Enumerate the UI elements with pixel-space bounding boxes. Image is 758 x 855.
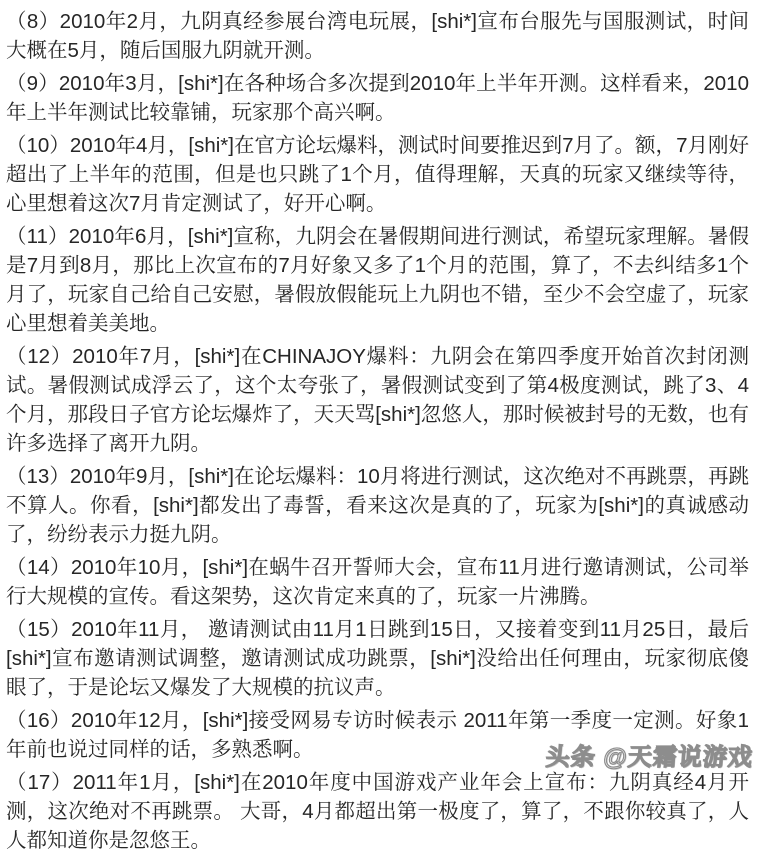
paragraph: （9）2010年3月，[shi*]在各种场合多次提到2010年上半年开测。这样看来，2010年上半年测试比较靠铺，玩家那个高兴啊。	[6, 72, 749, 124]
paragraph: （8）2010年2月，九阴真经参展台湾电玩展，[shi*]宣布台服先与国服测试，时间大概在5月，随后国服九阴就开测。	[6, 10, 749, 62]
paragraph: （16）2010年12月，[shi*]接受网易专访时候表示 2011年第一季度一定测。好象1年前也说过同样的话，多熟悉啊。	[6, 709, 749, 761]
paragraph: （13）2010年9月，[shi*]在论坛爆料：10月将进行测试，这次绝对不再跳票，再跳不算人。你看，[shi*]都发出了毒誓，看来这次是真的了，玩家为[shi*]的真诚感动了，纷纷表示力挺九阴。	[6, 465, 749, 546]
paragraph: （15）2010年11月， 邀请测试由11月1日跳到15日，又接着变到11月25日，最后[shi*]宣布邀请测试调整，邀请测试成功跳票，[shi*]没给出任何理由，玩家彻底傻眼了，于是论坛又爆发了大规模的抗议声。	[6, 618, 749, 699]
paragraph: （17）2011年1月，[shi*]在2010年度中国游戏产业年会上宣布：九阴真经4月开测，这次绝对不再跳票。 大哥，4月都超出第一极度了，算了，不跟你较真了，人人都知道你是忽悠王。	[6, 771, 749, 852]
toutiao-watermark: 头条 @天霜说游戏	[544, 744, 754, 771]
paragraph: （10）2010年4月，[shi*]在官方论坛爆料，测试时间要推迟到7月了。额，7月刚好超出了上半年的范围，但是也只跳了1个月，值得理解，天真的玩家又继续等待，心里想着这次7月肯定测试了，好开心啊。	[6, 134, 749, 215]
paragraph: （12）2010年7月，[shi*]在CHINAJOY爆料：九阴会在第四季度开始首次封闭测试。暑假测试成浮云了，这个太夸张了，暑假测试变到了第4极度测试，跳了3、4个月，那段日子官方论坛爆炸了，天天骂[shi*]忽悠人，那时候被封号的无数，也有许多选择了离开九阴。	[6, 345, 749, 455]
paragraph: （11）2010年6月，[shi*]宣称，九阴会在暑假期间进行测试，希望玩家理解。暑假是7月到8月，那比上次宣布的7月好象又多了1个月的范围，算了，不去纠结多1个月了，玩家自己给自己安慰，暑假放假能玩上九阴也不错，至少不会空虚了，玩家心里想着美美地。	[6, 225, 749, 335]
paragraph: （14）2010年10月，[shi*]在蜗牛召开誓师大会，宣布11月进行邀请测试，公司举行大规模的宣传。看这架势，这次肯定来真的了，玩家一片沸腾。	[6, 556, 749, 608]
